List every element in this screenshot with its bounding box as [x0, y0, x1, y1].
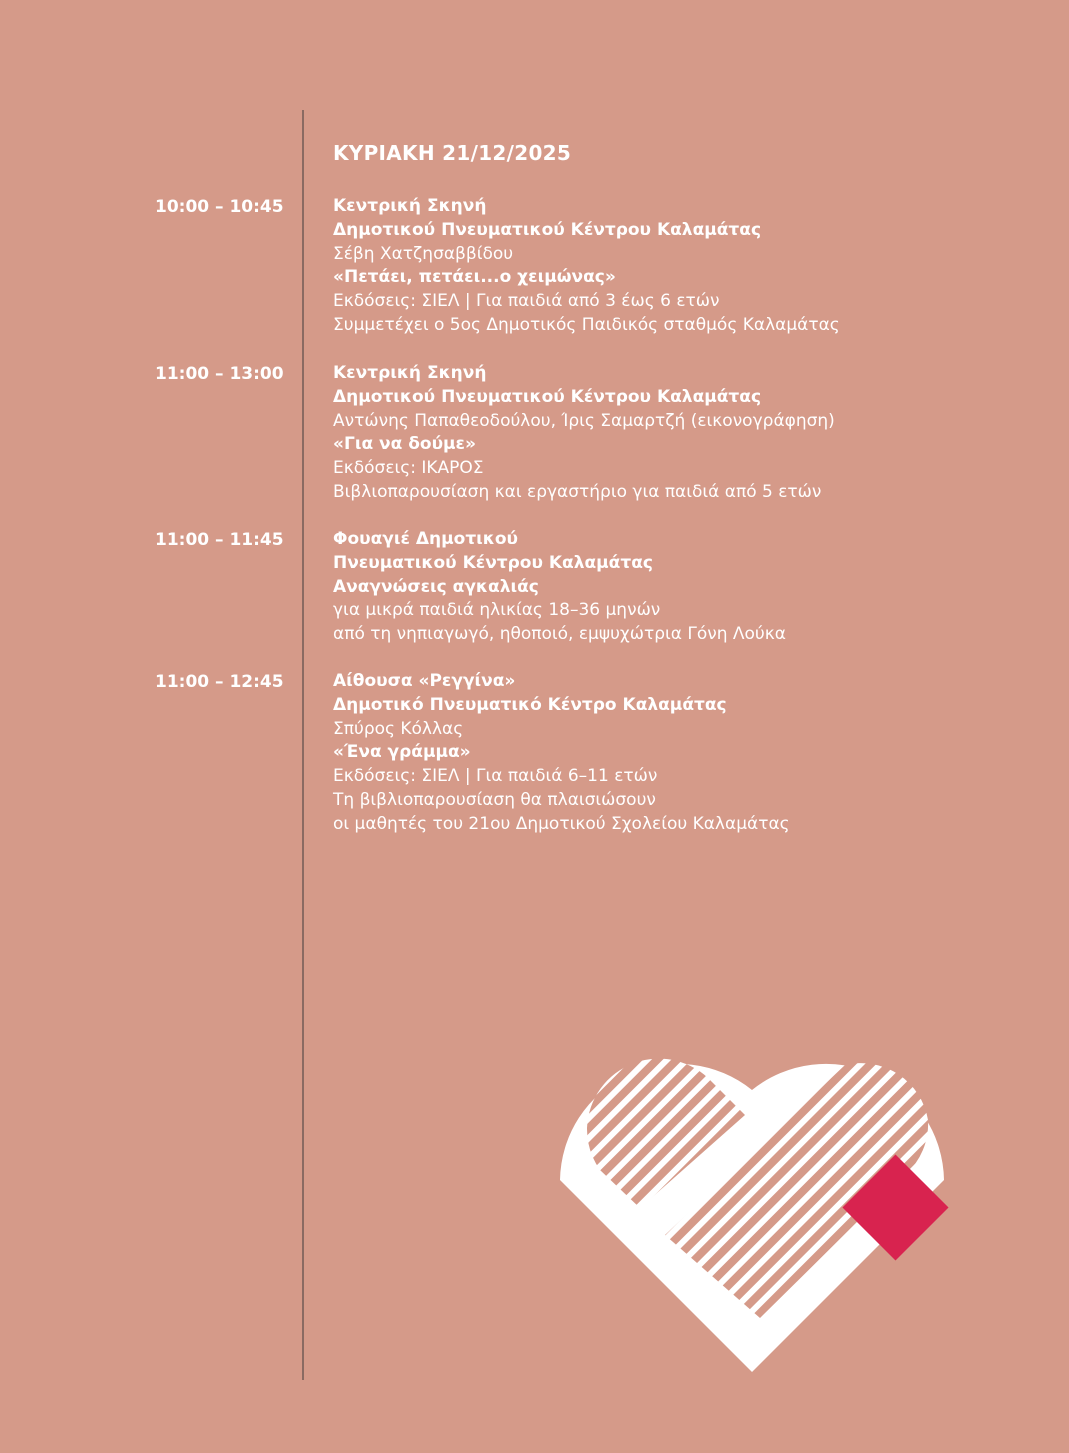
event-line: «Ένα γράμμα» — [333, 742, 471, 763]
event-line: Εκδόσεις: ΣΙΕΛ | Για παιδιά από 3 έως 6 ετών — [333, 291, 720, 312]
event-line: Σπύρος Κόλλας — [333, 718, 464, 739]
event-line: Δημοτικού Πνευματικού Κέντρου Καλαμάτας — [333, 386, 762, 407]
event-time: 11:00 – 11:45 — [155, 530, 284, 550]
event-line: Πνευματικού Κέντρου Καλαμάτας — [333, 552, 653, 573]
event-line: Αίθουσα «Ρεγγίνα» — [333, 671, 516, 691]
event-line: «Για να δούμε» — [333, 434, 477, 455]
event-line: για μικρά παιδιά ηλικίας 18–36 μηνών — [333, 600, 661, 621]
event-line: Δημοτικού Πνευματικού Κέντρου Καλαμάτας — [333, 219, 762, 240]
event-line: οι μαθητές του 21ου Δημοτικού Σχολείου Καλαμάτας — [333, 813, 790, 834]
event-details — [333, 528, 786, 647]
event-time: 10:00 – 10:45 — [155, 197, 284, 217]
event-line: Δημοτικό Πνευματικό Κέντρο Καλαμάτας — [333, 694, 727, 715]
timeline-divider — [302, 110, 304, 1380]
event-line: Εκδόσεις: ΣΙΕΛ | Για παιδιά 6–11 ετών — [333, 766, 658, 787]
event-line: Κεντρική Σκηνή — [333, 363, 487, 383]
event-time: 11:00 – 13:00 — [155, 364, 284, 384]
day-title: ΚΥΡΙΑΚΗ 21/12/2025 — [333, 141, 572, 165]
event-line: Αναγνώσεις αγκαλιάς — [333, 576, 539, 597]
event-time: 11:00 – 12:45 — [155, 672, 284, 692]
event-line: Συμμετέχει ο 5ος Δημοτικός Παιδικός σταθμός Καλαμάτας — [333, 314, 840, 335]
event-line: Φουαγιέ Δημοτικού — [333, 529, 519, 549]
event-line: Σέβη Χατζησαββίδου — [333, 243, 514, 264]
event-line: Τη βιβλιοπαρουσίαση θα πλαισιώσουν — [333, 789, 656, 810]
event-line: Βιβλιοπαρουσίαση και εργαστήριο για παιδιά από 5 ετών — [333, 481, 822, 502]
event-line: Κεντρική Σκηνή — [333, 196, 487, 216]
event-line: «Πετάει, πετάει...ο χειμώνας» — [333, 267, 616, 288]
event-line: από τη νηπιαγωγό, ηθοποιό, εμψυχώτρια Γόνη Λούκα — [333, 624, 786, 645]
event-line: Εκδόσεις: ΙΚΑΡΟΣ — [333, 458, 484, 479]
event-details — [333, 670, 790, 837]
event-details — [333, 195, 840, 338]
event-line: Αντώνης Παπαθεοδούλου, Ίρις Σαμαρτζή (εικονογράφηση) — [333, 410, 835, 431]
heart-logo-icon — [535, 1020, 975, 1380]
event-details — [333, 362, 835, 505]
